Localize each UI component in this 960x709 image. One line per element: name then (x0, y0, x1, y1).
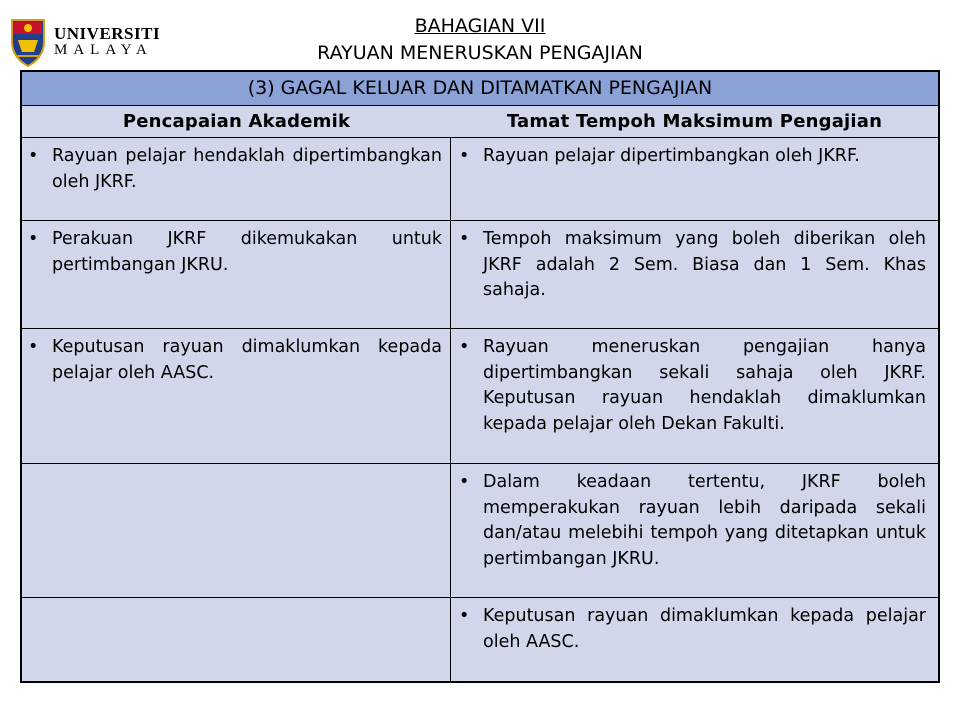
column-headers (22, 106, 938, 138)
table-cell-left (22, 138, 451, 220)
bullet-icon: • (28, 146, 39, 166)
bullet-icon: • (459, 337, 470, 357)
cell-text: Rayuan pelajar hendaklah dipertimbangkan oleh JKRF. (52, 146, 442, 192)
table-row (22, 464, 938, 598)
table-cell-right (451, 221, 938, 328)
cell-text: Rayuan pelajar dipertimbangkan oleh JKRF. (483, 146, 860, 166)
section-heading: BAHAGIAN VII (414, 15, 546, 37)
bullet-icon: • (28, 337, 39, 357)
cell-text: Perakuan JKRF dikemukakan untuk pertimbangan JKRU. (52, 229, 442, 275)
logo-city: MALAYA (54, 42, 153, 59)
table-row (22, 598, 938, 681)
bullet-icon: • (28, 229, 39, 249)
appeal-table (20, 70, 940, 683)
column-header-max-period: Tamat Tempoh Maksimum Pengajian (506, 111, 883, 132)
cell-text: Tempoh maksimum yang boleh diberikan oleh JKRF adalah 2 Sem. Biasa dan 1 Sem. Khas sahaja. (483, 229, 926, 300)
bullet-icon: • (459, 606, 470, 626)
cell-text: Dalam keadaan tertentu, JKRF boleh memperakukan rayuan lebih daripada sekali dan/atau melebihi tempoh yang ditetapkan untuk pertimbangan JKRU. (483, 472, 926, 569)
table-cell-left (22, 221, 451, 328)
table-title: (3) GAGAL KELUAR DAN DITAMATKAN PENGAJIAN (22, 72, 938, 106)
table-row (22, 138, 938, 221)
table-cell-left (22, 329, 451, 463)
column-header-academic: Pencapaian Akademik (122, 111, 351, 132)
bullet-icon: • (459, 472, 470, 492)
section-subheading: RAYUAN MENERUSKAN PENGAJIAN (317, 42, 643, 64)
table-row (22, 329, 938, 464)
cell-text: Keputusan rayuan dimaklumkan kepada pelajar oleh AASC. (52, 337, 442, 383)
table-cell-right (451, 329, 938, 463)
table-row (22, 221, 938, 329)
table-cell-right (451, 464, 938, 597)
cell-text: Rayuan meneruskan pengajian hanya dipertimbangkan sekali sahaja oleh JKRF. Keputusan rayuan hendaklah dimaklumkan kepada pelajar oleh Dekan Fakulti. (483, 337, 926, 434)
table-cell-left-empty (22, 598, 451, 681)
table-cell-right (451, 138, 938, 220)
cell-text: Keputusan rayuan dimaklumkan kepada pelajar oleh AASC. (483, 606, 926, 652)
bullet-icon: • (459, 229, 470, 249)
table-cell-left-empty (22, 464, 451, 597)
logo-name: UNIVERSITI (54, 24, 161, 44)
bullet-icon: • (459, 146, 470, 166)
table-cell-right (451, 598, 938, 681)
